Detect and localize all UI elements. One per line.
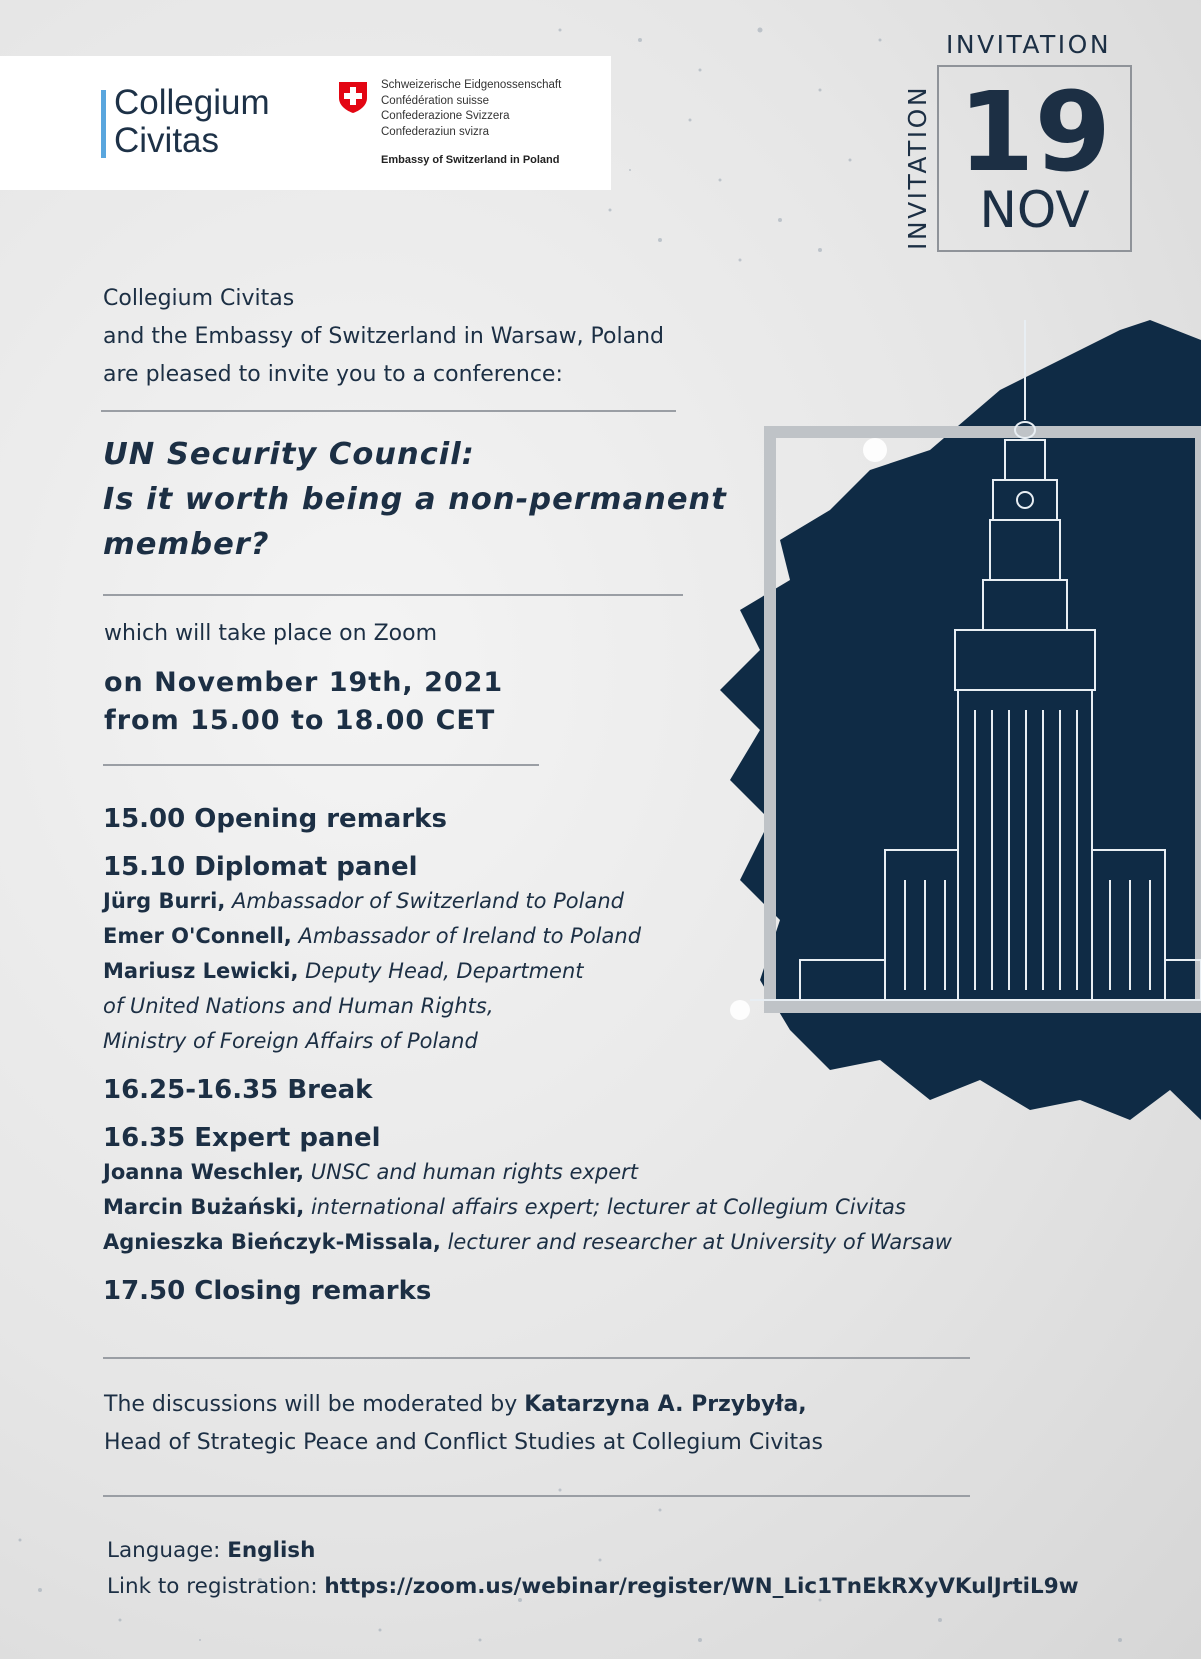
divider-1 xyxy=(101,410,676,412)
speaker-name: Joanna Weschler, xyxy=(103,1160,305,1184)
swiss-name-fr: Confédération suisse xyxy=(381,94,490,107)
speaker-lewicki-cont-1 xyxy=(103,989,1003,1024)
speaker-name: Mariusz Lewicki, xyxy=(103,959,299,983)
speaker-lewicki xyxy=(103,954,1003,989)
speaker-oconnell xyxy=(103,919,1003,954)
title-line-3: member? xyxy=(103,527,270,562)
moderator-role: Head of Strategic Peace and Conflict Studies at Collegium Civitas xyxy=(104,1430,824,1455)
collegium-logo-line1: Collegium xyxy=(114,83,270,122)
speaker-burri xyxy=(103,884,1003,919)
moderator-line-1 xyxy=(104,1386,823,1424)
collegium-accent-bar xyxy=(101,90,106,158)
registration-line xyxy=(107,1569,1079,1605)
title-line-1: UN Security Council: xyxy=(103,437,475,472)
swiss-confederation-names xyxy=(381,78,561,140)
program-expert-panel: 16.35 Expert panel xyxy=(103,1123,381,1153)
swiss-name-de: Schweizerische Eidgenossenschaft xyxy=(381,79,562,91)
speaker-buzanski xyxy=(103,1190,1003,1225)
language-value: English xyxy=(227,1538,316,1563)
program-closing: 17.50 Closing remarks xyxy=(103,1276,432,1306)
moderator-name: Katarzyna A. Przybyła, xyxy=(524,1392,807,1417)
collegium-civitas-logo xyxy=(114,84,270,160)
program-break: 16.25-16.35 Break xyxy=(103,1075,373,1105)
conference-title xyxy=(103,432,727,567)
program-diplomat-panel: 15.10 Diplomat panel xyxy=(103,852,418,882)
speaker-name: Marcin Bużański, xyxy=(103,1195,305,1219)
intro-text xyxy=(103,280,664,394)
speaker-name: Emer O'Connell, xyxy=(103,924,292,948)
divider-3 xyxy=(103,764,539,766)
event-date-line-2: from 15.00 to 18.00 CET xyxy=(104,705,496,736)
speaker-role: Ambassador of Switzerland to Poland xyxy=(232,889,624,913)
swiss-name-it: Confederazione Svizzera xyxy=(381,110,510,122)
title-line-2: Is it worth being a non-permanent xyxy=(103,482,727,517)
event-date xyxy=(104,664,503,740)
divider-5 xyxy=(103,1495,970,1497)
collegium-logo-line2: Civitas xyxy=(114,121,220,160)
divider-4 xyxy=(103,1357,970,1359)
footer-info xyxy=(107,1533,1079,1605)
speaker-role: UNSC and human rights expert xyxy=(310,1160,639,1184)
speaker-name: Jürg Burri, xyxy=(103,889,226,913)
program xyxy=(103,802,1003,1308)
light-flare xyxy=(863,438,887,462)
speaker-role: Ambassador of Ireland to Poland xyxy=(298,924,642,948)
invitation-label-top: INVITATION xyxy=(946,30,1112,59)
speaker-role-cont: of United Nations and Human Rights, xyxy=(103,994,494,1018)
program-opening: 15.00 Opening remarks xyxy=(103,804,447,834)
speaker-role-cont: Ministry of Foreign Affairs of Poland xyxy=(103,1029,478,1053)
speaker-lewicki-cont-2 xyxy=(103,1024,1003,1059)
venue-text: which will take place on Zoom xyxy=(104,621,437,646)
speaker-role: lecturer and researcher at University of Warsaw xyxy=(447,1230,952,1254)
moderator-prefix: The discussions will be moderated by xyxy=(104,1392,525,1417)
date-day: 19 xyxy=(957,68,1112,196)
moderator-text xyxy=(104,1386,823,1462)
intro-line-1: Collegium Civitas xyxy=(103,286,295,311)
intro-line-3: are pleased to invite you to a conference: xyxy=(103,362,563,387)
speaker-name: Agnieszka Bieńczyk-Missala, xyxy=(103,1230,441,1254)
speaker-bienczyk xyxy=(103,1225,1003,1260)
embassy-label: Embassy of Switzerland in Poland xyxy=(381,154,560,166)
registration-label: Link to registration: xyxy=(107,1574,325,1599)
speaker-role: international affairs expert; lecturer at Collegium Civitas xyxy=(310,1195,906,1219)
language-line xyxy=(107,1533,1079,1569)
swiss-name-rm: Confederaziun svizra xyxy=(381,125,490,138)
language-label: Language: xyxy=(107,1538,228,1563)
intro-line-2: and the Embassy of Switzerland in Warsaw, Poland xyxy=(103,324,664,349)
registration-link[interactable]: https://zoom.us/webinar/register/WN_Lic1TnEkRXyVKulJrtiL9w xyxy=(324,1574,1079,1599)
speaker-role: Deputy Head, Department xyxy=(305,959,584,983)
swiss-shield-icon xyxy=(337,80,369,114)
date-month: NOV xyxy=(979,181,1090,239)
speaker-weschler xyxy=(103,1155,1003,1190)
divider-2 xyxy=(103,594,683,596)
invitation-label-side: INVITATION xyxy=(903,84,932,250)
event-date-line-1: on November 19th, 2021 xyxy=(104,667,504,698)
